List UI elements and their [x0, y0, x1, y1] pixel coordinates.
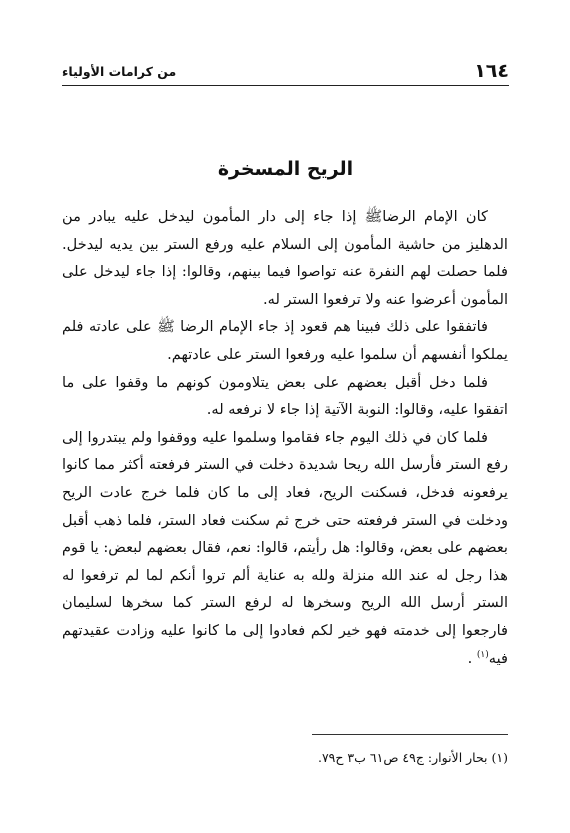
paragraph-2: فاتفقوا على ذلك فبينا هم قعود إذ جاء الإمام الرضا ﷺ على عادته فلم يملكوا أنفسهم أن سلموا عليه ورفعوا الستر على عادتهم. [62, 318, 508, 363]
footnote: (١) بحار الأنوار: ج٤٩ ص٦١ ب٣ ح٧٩. [317, 750, 508, 765]
paragraph-3: فلما دخل أقبل بعضهم على بعض يتلاومون كونهم ما وقفوا على ما اتفقوا عليه، وقالوا: النوبة الآتية إذا جاء لا نرفعه له. [62, 373, 508, 419]
page-number: ١٦٤ [474, 60, 509, 82]
paragraph-4-text: فلما كان في ذلك اليوم جاء فقاموا وسلموا عليه ووقفوا ولم يبتدروا إلى رفع الستر فأرسل الله ريحا شديدة دخلت في الستر فرفعته أكثر مما كانوا يرفعونه فدخل، فسكنت الريح، فعاد إلى ما كان فلما خرج عادت الريح ودخلت في الستر فرفعته حتى خرج ثم سكنت فعاد الستر، فلما ذهب أقبل بعضهم على بعض، وقالوا: هل رأيتم، قالوا: نعم، فقال بعضهم لبعض: يا قوم هذا رجل له عند الله منزلة ولله به عناية ألم تروا أنكم لما لم ترفعوا له الستر أرسل الله الريح وسخرها له لرفع الستر كما سخرها لسليمان فارجعوا إلى خدمته فهو خير لكم فعادوا إلى ما كانوا عليه وزادت عقيدتهم فيه [62, 428, 508, 667]
closing-period: . [467, 649, 473, 667]
body-text [62, 203, 508, 672]
footnote-rule [312, 734, 508, 735]
chapter-title: الريح المسخرة [217, 158, 354, 180]
header-rule [62, 85, 509, 86]
footnote-marker: (١) [476, 649, 489, 660]
paragraph-4 [62, 424, 508, 672]
paragraph-1: كان الإمام الرضاﷺ إذا جاء إلى دار المأمون ليدخل عليه يبادر من الدهليز من حاشية المأمون إلى السلام عليه ورفع الستر بين يديه ليدخل. فلما حصلت لهم النفرة عنه تواصوا فيما بينهم، وقالوا: إذا جاء ليدخل على المأمون أعرضوا عنه ولا ترفعوا الستر له. [62, 208, 508, 308]
running-title: من كرامات الأولياء [62, 64, 177, 79]
page-header [62, 58, 509, 84]
